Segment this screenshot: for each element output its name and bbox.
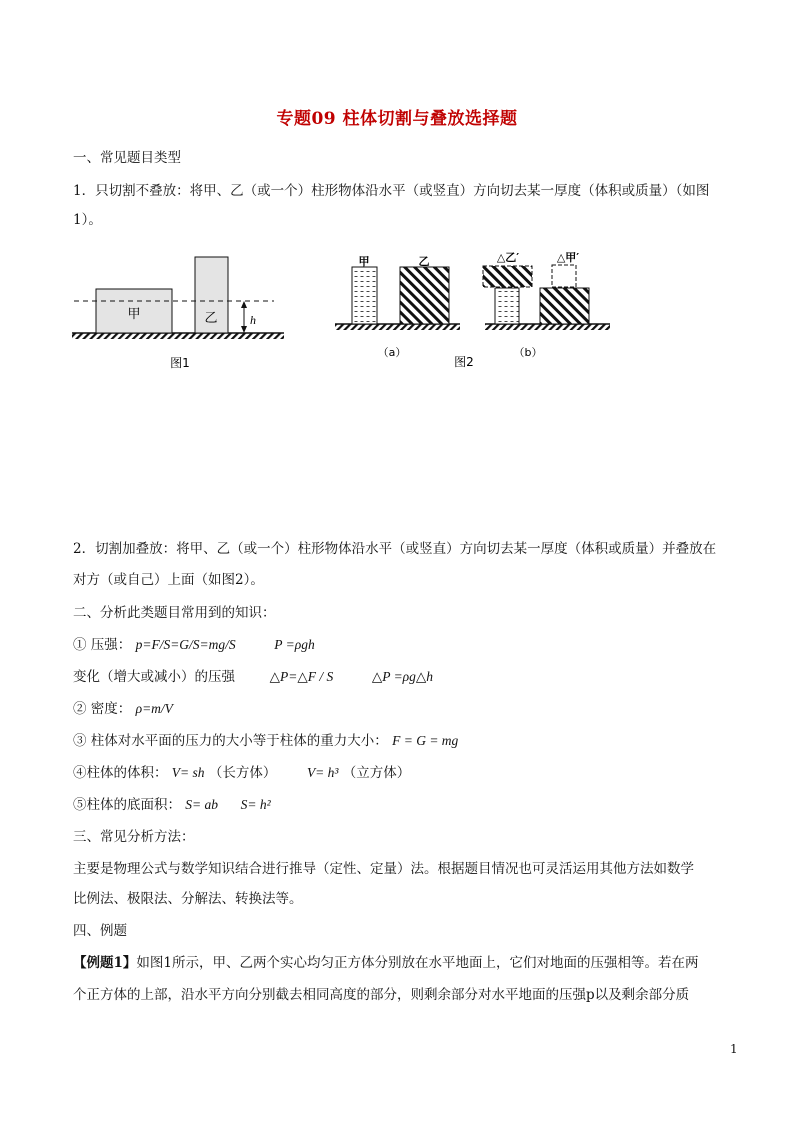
section-heading-4: 四、例题 bbox=[73, 923, 127, 939]
slice-jia-b bbox=[552, 265, 576, 287]
k2-label: ② 密度： bbox=[73, 701, 132, 717]
k5-formula-2: S= h² bbox=[240, 797, 271, 812]
knowledge-1b bbox=[73, 665, 433, 685]
k1-formula-2: P =ρgh bbox=[274, 637, 315, 652]
label-delta-yi: △乙′ bbox=[496, 251, 520, 264]
figure-1-caption: 图1 bbox=[170, 356, 190, 370]
example1-line1 bbox=[73, 951, 699, 971]
item1-line1: 1．只切割不叠放：将甲、乙（或一个）柱形物体沿水平（或竖直）方向切去某一厚度（体积或质量）（如图 bbox=[73, 183, 710, 199]
label-yi: 乙 bbox=[204, 311, 218, 326]
example1-tag: 【例题1】 bbox=[73, 955, 137, 971]
item2-line2: 对方（或自己）上面（如图2）。 bbox=[73, 572, 264, 588]
knowledge-1 bbox=[73, 633, 315, 653]
block-jia-b bbox=[495, 288, 519, 324]
k4-formula-2: V= h³ bbox=[306, 765, 339, 780]
example1-line2: 个正方体的上部，沿水平方向分别截去相同高度的部分，则剩余部分对水平地面的压强p以及剩余部分质 bbox=[73, 987, 690, 1003]
k1-formula: p=F/S=G/S=mg/S bbox=[135, 637, 236, 652]
figure-2-caption: 图2 bbox=[454, 355, 474, 369]
method-line2: 比例法、极限法、分解法、转换法等。 bbox=[73, 891, 303, 907]
k3-formula: F = G = mg bbox=[392, 733, 459, 748]
section-heading-1: 一、常见题目类型 bbox=[73, 150, 181, 166]
knowledge-2 bbox=[73, 697, 173, 717]
k4-label: ④柱体的体积： bbox=[73, 765, 168, 781]
example1-text: 如图1所示，甲、乙两个实心均匀正方体分别放在水平地面上，它们对地面的压强相等。若在两 bbox=[136, 955, 699, 971]
k1b-formula-2: △P =ρg△h bbox=[371, 669, 434, 684]
k5-label: ⑤柱体的底面积： bbox=[73, 797, 181, 813]
k1b-label: 变化（增大或减小）的压强 bbox=[73, 669, 235, 685]
slice-yi-b bbox=[483, 266, 532, 287]
block-yi-a bbox=[400, 267, 449, 324]
item1-line2: 1）。 bbox=[73, 212, 102, 228]
block-jia-a bbox=[352, 267, 377, 324]
label-yi-a: 乙 bbox=[418, 255, 430, 268]
ground-a bbox=[335, 324, 460, 330]
k4-note: （长方体） bbox=[208, 765, 277, 781]
k1-label: ① 压强： bbox=[73, 637, 132, 653]
label-h: h bbox=[250, 313, 256, 327]
knowledge-3 bbox=[73, 729, 458, 749]
page-number: 1 bbox=[730, 1042, 738, 1056]
sub-caption-a: （a） bbox=[377, 346, 407, 359]
label-delta-jia: △甲′ bbox=[556, 251, 580, 264]
ground-b bbox=[485, 324, 610, 330]
h-dimension-arrow bbox=[241, 301, 247, 333]
k4-note-2: （立方体） bbox=[342, 765, 411, 781]
ground-hatching bbox=[72, 333, 284, 339]
knowledge-5 bbox=[73, 793, 271, 813]
k5-formula: S= ab bbox=[185, 797, 219, 812]
figure-1 bbox=[70, 252, 290, 372]
k1b-formula: △P=△F / S bbox=[269, 669, 334, 684]
knowledge-4 bbox=[73, 761, 410, 781]
sub-caption-b: （b） bbox=[513, 346, 543, 359]
k2-formula: ρ=m/V bbox=[135, 701, 173, 716]
page-title: 专题09 柱体切割与叠放选择题 bbox=[276, 109, 518, 129]
section-heading-2: 二、分析此类题目常用到的知识： bbox=[73, 605, 276, 621]
item2-line1: 2．切割加叠放：将甲、乙（或一个）柱形物体沿水平（或竖直）方向切去某一厚度（体积或质量）并叠放在 bbox=[73, 541, 717, 557]
section-heading-3: 三、常见分析方法： bbox=[73, 829, 195, 845]
k4-formula: V= sh bbox=[171, 765, 205, 780]
block-yi-b bbox=[540, 288, 589, 324]
label-jia: 甲 bbox=[127, 307, 141, 322]
k3-label: ③ 柱体对水平面的压力的大小等于柱体的重力大小： bbox=[73, 733, 388, 749]
method-line1: 主要是物理公式与数学知识结合进行推导（定性、定量）法。根据题目情况也可灵活运用其他方法如数学 bbox=[73, 861, 694, 877]
label-jia-a: 甲 bbox=[358, 255, 370, 268]
figure-2 bbox=[330, 244, 620, 372]
